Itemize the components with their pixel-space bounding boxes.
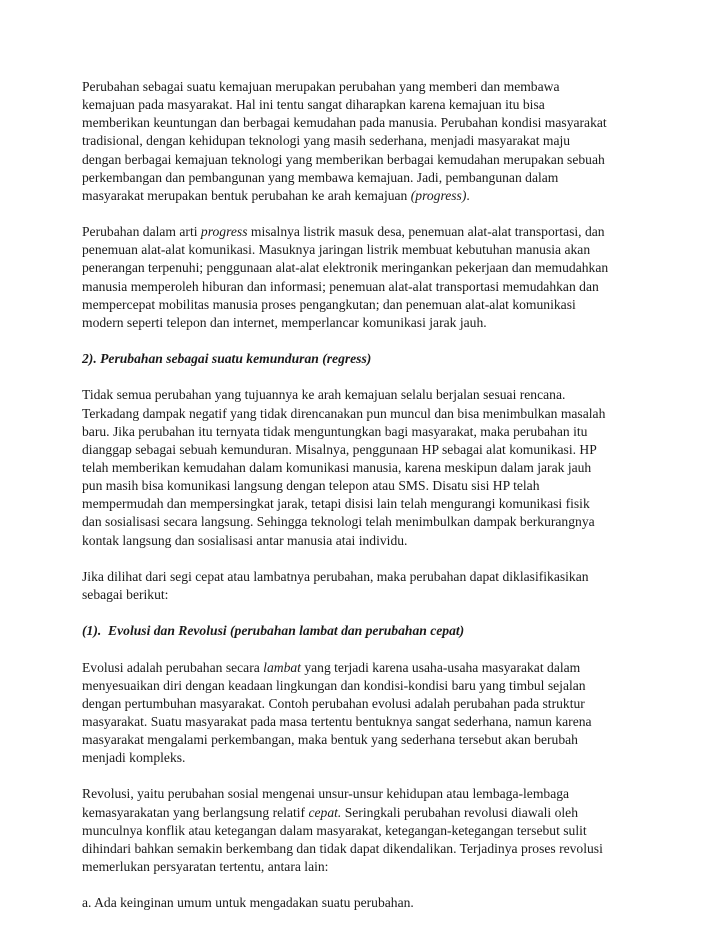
text-line: kontak langsung dan sosialisasi antar manusia atai individu. <box>82 532 408 548</box>
paragraph-gap <box>82 767 652 785</box>
text-line: telah memberikan kemudahan dalam komunikasi manusia, karena meskipun dalam jarak jauh <box>82 459 592 475</box>
paragraph-gap <box>82 876 652 894</box>
text-run: Perubahan dalam arti <box>82 224 201 240</box>
text-line: Perubahan sebagai suatu kemajuan merupakan perubahan yang memberi dan membawa <box>82 79 560 94</box>
paragraph-gap <box>82 640 652 658</box>
section-heading <box>82 622 652 640</box>
text-line <box>82 804 652 822</box>
body-paragraph <box>82 78 652 205</box>
text-run: kemasyarakatan yang berlangsung relatif <box>82 804 309 820</box>
paragraph-gap <box>82 604 652 622</box>
text-run: yang terjadi karena usaha-usaha masyarakat dalam <box>300 659 581 675</box>
text-run: Seringkali perubahan revolusi diawali oleh <box>341 804 579 820</box>
section-heading <box>82 350 652 368</box>
document-page <box>82 78 652 912</box>
text-line: mempermudah dan mempersingkat jarak, tetapi disisi lain telah mengurangi komunikasi fisik <box>82 496 590 512</box>
text-line: 2). Perubahan sebagai suatu kemunduran (regress) <box>82 351 372 367</box>
text-line: memberikan keuntungan dan berbagai kemudahan pada manusia. Perubahan kondisi masyarakat <box>82 115 607 131</box>
text-line: a. Ada keinginan umum untuk mengadakan suatu perubahan. <box>82 895 414 911</box>
text-line <box>82 187 652 205</box>
text-line <box>82 223 652 241</box>
text-line: masyarakat mengalami perkembangan, maka bentuk yang sederhana tersebut akan berubah <box>82 732 578 748</box>
text-line: dengan pertumbuhan masyarakat. Contoh perubahan evolusi adalah perubahan pada struktur <box>82 695 585 711</box>
italic-term: progress <box>200 224 248 240</box>
body-paragraph <box>82 386 652 549</box>
text-line: menyesuaikan diri dengan keadaan lingkungan dan kondisi-kondisi baru yang timbul sejalan <box>82 677 586 693</box>
text-line: pun masih bisa komunikasi langsung dengan telepon atau SMS. Disatu sisi HP telah <box>82 478 540 494</box>
text-line: munculnya konflik atau ketegangan dalam masyarakat, ketegangan-ketegangan tersebut sulit <box>82 822 587 838</box>
paragraph-gap <box>82 205 652 223</box>
text-line: perkembangan dan pembangunan yang membawa kemajuan. Jadi, pembangunan dalam <box>82 169 559 185</box>
text-line: Jika dilihat dari segi cepat atau lambatnya perubahan, maka perubahan dapat diklasifikasikan <box>82 568 589 584</box>
text-line: baru. Jika perubahan itu ternyata tidak menguntungkan bagi masyarakat, maka perubahan itu <box>82 423 588 439</box>
paragraph-gap <box>82 368 652 386</box>
text-run: Evolusi adalah perubahan secara <box>82 659 264 675</box>
italic-term: (progress) <box>410 187 467 203</box>
text-line: Tidak semua perubahan yang tujuannya ke arah kemajuan selalu berjalan sesuai rencana. <box>82 387 566 403</box>
text-line: Terkadang dampak negatif yang tidak direncanakan pun muncul dan bisa menimbulkan masalah <box>82 405 606 421</box>
text-line: modern seperti telepon dan internet, memperlancar komunikasi jarak jauh. <box>82 314 487 330</box>
text-run: misalnya listrik masuk desa, penemuan alat-alat transportasi, dan <box>247 224 605 240</box>
text-line: sebagai berikut: <box>82 586 169 602</box>
body-paragraph <box>82 568 652 604</box>
text-line <box>82 659 652 677</box>
paragraph-gap <box>82 550 652 568</box>
paragraph-gap <box>82 332 652 350</box>
body-paragraph <box>82 785 652 876</box>
text-line: dengan berbagai kemajuan teknologi yang memberikan berbagai kemudahan merupakan sebuah <box>82 151 605 167</box>
text-run: masyarakat merupakan bentuk perubahan ke arah kemajuan <box>82 187 411 203</box>
text-line: penemuan alat-alat komunikasi. Masuknya jaringan listrik membuat kebutuhan manusia akan <box>82 242 591 258</box>
italic-term: cepat. <box>308 804 342 820</box>
text-line: kemajuan pada masyarakat. Hal ini tentu sangat diharapkan karena kemajuan itu bisa <box>82 97 545 113</box>
text-line: mempercepat mobilitas manusia proses pengangkutan; dan penemuan alat-alat komunikasi <box>82 296 576 312</box>
text-line: penerangan terpenuhi; penggunaan alat-alat elektronik meringankan pekerjaan dan memudahkan <box>82 260 609 276</box>
text-run: . <box>466 187 470 203</box>
text-line: menjadi kompleks. <box>82 750 186 766</box>
text-line: manusia memperoleh hiburan dan informasi; penemuan alat-alat transportasi memudahkan dan <box>82 278 599 294</box>
text-line: Revolusi, yaitu perubahan sosial mengenai unsur-unsur kehidupan atau lembaga-lembaga <box>82 786 570 802</box>
text-line: masyarakat. Suatu masyarakat pada masa tertentu bentuknya sangat sederhana, namun karena <box>82 713 592 729</box>
italic-term: lambat <box>263 659 301 675</box>
body-paragraph <box>82 659 652 768</box>
text-line: (1). Evolusi dan Revolusi (perubahan lambat dan perubahan cepat) <box>82 623 465 639</box>
body-paragraph <box>82 223 652 332</box>
text-line: tradisional, dengan kehidupan teknologi yang masih sederhana, menjadi masyarakat maju <box>82 133 571 149</box>
body-paragraph <box>82 894 652 912</box>
text-line: dihindari bahkan semakin berkembang dan tidak dapat dikendalikan. Terjadinya proses revolusi <box>82 840 603 856</box>
text-line: memerlukan persyaratan tertentu, antara lain: <box>82 859 329 875</box>
text-line: dianggap sebagai sebuah kemunduran. Misalnya, penggunaan HP sebagai alat komunikasi. HP <box>82 441 597 457</box>
text-line: dan sosialisasi secara langsung. Sehingga teknologi telah menimbulkan dampak berkurangnya <box>82 514 595 530</box>
